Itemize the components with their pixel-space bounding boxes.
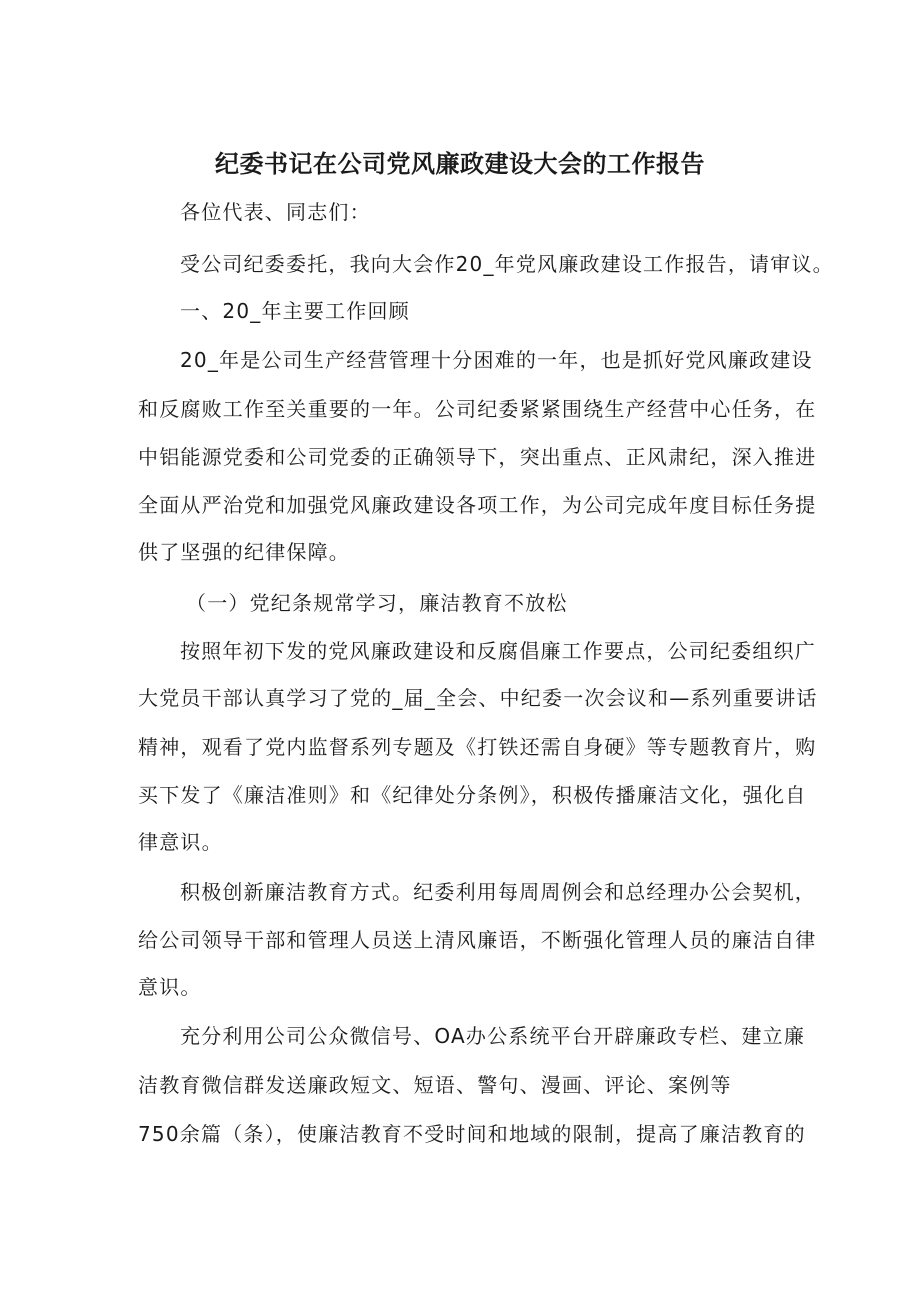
paragraph-line: 和反腐败工作至关重要的一年。公司纪委紧紧围绕生产经营中心任务，在 [138,397,817,421]
paragraph-line: 20_年是公司生产经营管理十分困难的一年，也是抓好党风廉政建设 [180,348,813,372]
subsection-heading: （一）党纪条规常学习，廉洁教育不放松 [186,591,568,615]
paragraph-line: 意识。 [138,975,202,999]
paragraph-line: 受公司纪委委托，我向大会作20_年党风廉政建设工作报告，请审议。 [180,252,834,276]
salutation-line: 各位代表、同志们： [180,200,371,224]
document-title: 纪委书记在公司党风廉政建设大会的工作报告 [215,150,705,178]
paragraph-line: 精神，观看了党内监督系列专题及《打铁还需自身硬》等专题教育片，购 [138,735,817,759]
paragraph-line: 750余篇（条），使廉洁教育不受时间和地域的限制，提高了廉洁教育的 [138,1122,806,1146]
paragraph-line: 中铝能源党委和公司党委的正确领导下，突出重点、正风肃纪，深入推进 [138,445,817,469]
paragraph-line: 大党员干部认真学习了党的_届_全会、中纪委一次会议和—系列重要讲话 [138,686,818,710]
paragraph-line: 积极创新廉洁教育方式。纪委利用每周周例会和总经理办公会契机， [180,880,816,904]
paragraph-line: 给公司领导干部和管理人员送上清风廉语，不断强化管理人员的廉洁自律 [138,928,817,952]
paragraph-line: 充分利用公司公众微信号、OA办公系统平台开辟廉政专栏、建立廉 [180,1024,806,1048]
paragraph-line: 供了坚强的纪律保障。 [138,540,350,564]
paragraph-line: 全面从严治党和加强党风廉政建设各项工作，为公司完成年度目标任务提 [138,493,817,517]
paragraph-line: 洁教育微信群发送廉政短文、短语、警句、漫画、评论、案例等 [138,1073,732,1097]
paragraph-line: 按照年初下发的党风廉政建设和反腐倡廉工作要点，公司纪委组织广 [180,639,816,663]
section-heading: 一、20_年主要工作回顾 [180,299,410,323]
paragraph-line: 律意识。 [138,830,223,854]
paragraph-line: 买下发了《廉洁准则》和《纪律处分条例》，积极传播廉洁文化，强化自 [138,783,807,807]
